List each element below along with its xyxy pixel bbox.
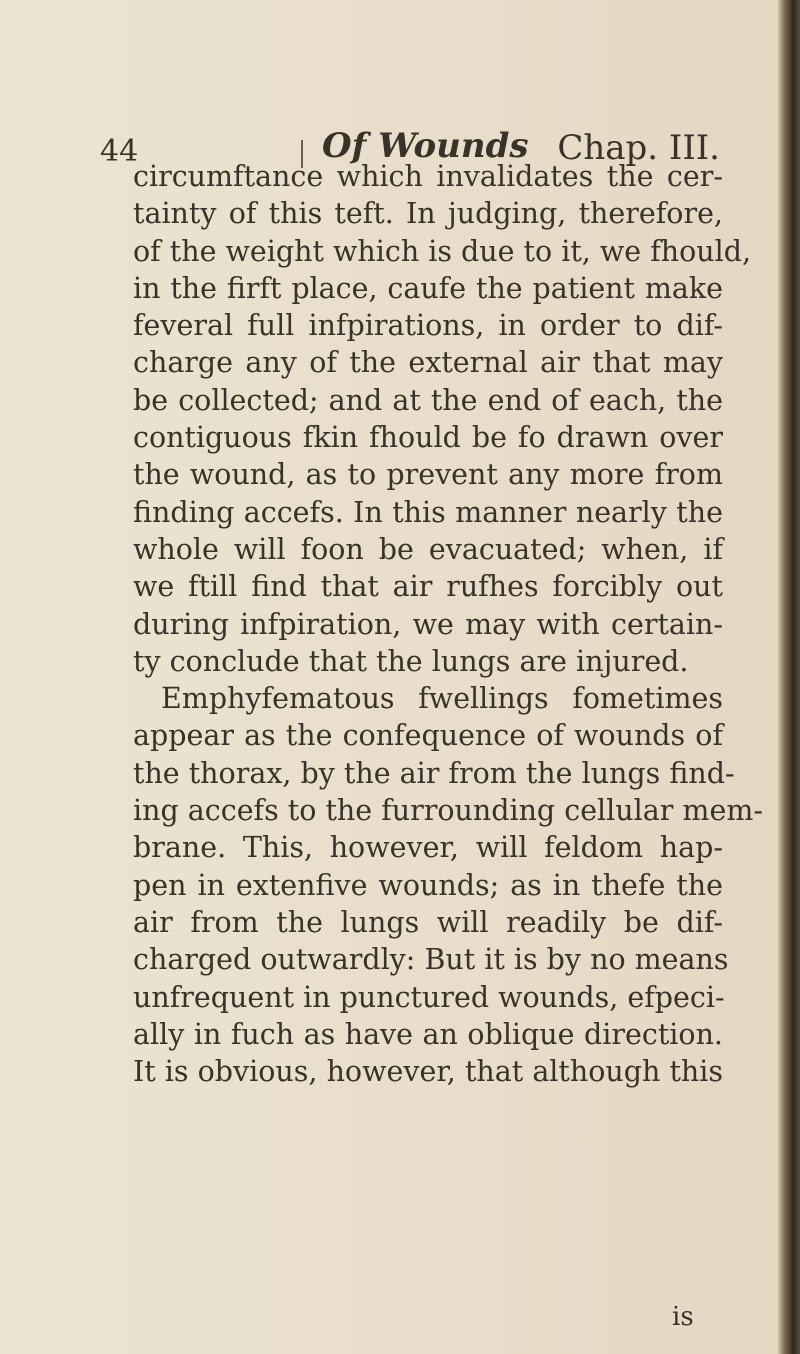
text-line: the thorax, by the air from the lungs find- — [133, 756, 735, 790]
text-line: finding accefs. In this manner nearly the — [133, 495, 723, 529]
running-title: Of Wounds — [322, 126, 529, 166]
text-line: tainty of this teft. In judging, therefore, — [133, 197, 723, 231]
text-line: circumftance which invalidates the cer- — [133, 160, 723, 193]
text-line: ally in fuch as have an oblique direction. — [133, 1017, 723, 1051]
text-line: unfrequent in punctured wounds, efpeci- — [133, 980, 725, 1014]
text-line: the wound, as to prevent any more from — [133, 458, 723, 492]
text-line: brane. This, however, will feldom hap- — [133, 831, 723, 865]
chapter-label: Chap. III. — [557, 128, 720, 168]
text-line: It is obvious, however, that although this — [133, 1055, 723, 1089]
text-line: feveral full infpirations, in order to dif- — [133, 309, 723, 343]
text-line: of the weight which is due to it, we fhould, — [133, 234, 752, 268]
text-line: ing accefs to the furrounding cellular mem- — [133, 794, 763, 828]
text-line: pen in extenfive wounds; as in thefe the — [133, 868, 723, 902]
page-edge-shadow — [778, 0, 800, 1354]
text-line: charge any of the external air that may — [133, 346, 723, 380]
text-line: contiguous fkin fhould be fo drawn over — [133, 421, 723, 455]
text-line: be collected; and at the end of each, the — [133, 383, 723, 417]
page-number: 44 — [100, 134, 139, 169]
text-line: in the firft place, caufe the patient make — [133, 271, 723, 305]
text-line: appear as the confequence of wounds of — [133, 719, 723, 753]
text-line: Emphyfematous fwellings fometimes — [161, 682, 723, 716]
text-line: during infpiration, we may with certain- — [133, 607, 723, 641]
body-text — [133, 158, 763, 1090]
text-line: whole will foon be evacuated; when, if — [133, 532, 723, 566]
text-line: ty conclude that the lungs are injured. — [133, 644, 689, 678]
catchword: is — [672, 1302, 694, 1332]
text-line: we ftill find that air rufhes forcibly out — [133, 570, 723, 604]
text-line: charged outwardly: But it is by no means — [133, 943, 729, 977]
text-line: air from the lungs will readily be dif- — [133, 905, 723, 939]
